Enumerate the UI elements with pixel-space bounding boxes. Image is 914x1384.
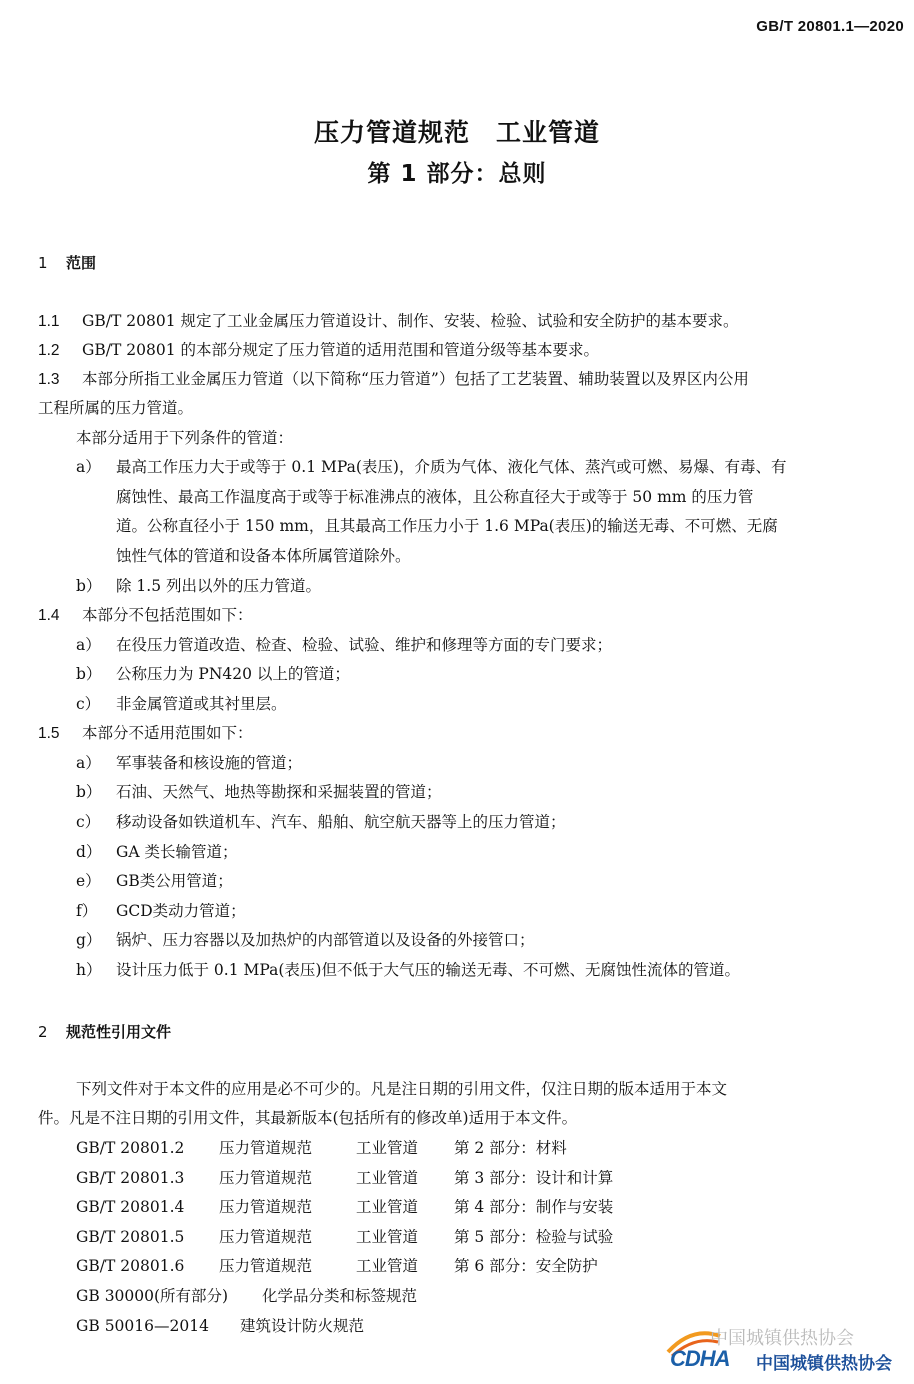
list-item — [76, 635, 612, 655]
clause-number: 1.3 — [38, 371, 60, 388]
document-subtitle: 第 1 部分：总则 — [367, 161, 547, 187]
clause-text: GB/T 20801 的本部分规定了压力管道的适用范围和管道分级等基本要求。 — [82, 341, 599, 359]
reference-code: GB/T 20801.6 — [76, 1257, 185, 1275]
item-text: 最高工作压力大于或等于 0.1 MPa(表压)，介质为气体、液化气体、蒸汽或可燃、易爆、有毒、有 — [116, 458, 787, 476]
item-text: 非金属管道或其衬里层。 — [116, 695, 287, 713]
clause-text: GB/T 20801 规定了工业金属压力管道设计、制作、安装、检验、试验和安全防护的基本要求。 — [82, 312, 739, 330]
item-marker: b） — [76, 577, 102, 595]
section-2-intro-continuation: 件。凡是不注日期的引用文件，其最新版本(包括所有的修改单)适用于本文件。 — [38, 1109, 578, 1127]
clause-1-2 — [38, 340, 599, 361]
item-marker: h） — [76, 961, 102, 979]
item-marker: b） — [76, 783, 102, 801]
watermark-name-gray: 中国城镇供热协会 — [710, 1328, 854, 1349]
item-marker: d） — [76, 843, 102, 861]
reference-name: 压力管道规范 — [219, 1228, 313, 1246]
item-text: GB类公用管道； — [116, 872, 233, 890]
list-item — [76, 871, 233, 891]
list-item — [76, 901, 246, 921]
reference-subtitle: 工业管道 — [356, 1257, 419, 1275]
reference-entry — [76, 1197, 613, 1217]
list-item — [76, 782, 442, 802]
item-marker: a） — [76, 458, 101, 476]
reference-title: 化学品分类和标签规范 — [262, 1287, 418, 1305]
item-text: 军事装备和核设施的管道； — [116, 754, 303, 772]
item-marker: a） — [76, 636, 101, 654]
item-text: GA 类长输管道； — [116, 843, 238, 861]
section-1-heading — [38, 252, 96, 273]
clause-text: 本部分不包括范围如下： — [82, 606, 253, 624]
list-item — [76, 930, 535, 950]
reference-subtitle: 工业管道 — [356, 1228, 419, 1246]
reference-code: GB/T 20801.5 — [76, 1228, 185, 1246]
reference-code: GB/T 20801.2 — [76, 1139, 185, 1157]
reference-entry — [76, 1316, 364, 1336]
clause-1-5 — [38, 723, 253, 744]
item-text: 石油、天然气、地热等勘探和采掘装置的管道； — [116, 783, 442, 801]
list-item — [76, 457, 786, 477]
list-item — [76, 812, 566, 832]
reference-part: 第 2 部分：材料 — [454, 1139, 567, 1157]
item-marker: f） — [76, 902, 98, 920]
reference-code: GB 30000(所有部分) — [76, 1287, 229, 1305]
clause-1-4 — [38, 605, 253, 626]
reference-part: 第 3 部分：设计和计算 — [454, 1169, 614, 1187]
reference-entry — [76, 1138, 567, 1158]
item-text: GCD类动力管道； — [116, 902, 246, 920]
association-watermark — [662, 1322, 902, 1372]
reference-subtitle: 工业管道 — [356, 1198, 419, 1216]
item-marker: c） — [76, 695, 101, 713]
reference-entry — [76, 1168, 613, 1188]
watermark-name-blue: 中国城镇供热协会 — [756, 1354, 892, 1374]
item-marker: g） — [76, 931, 102, 949]
item-marker: c） — [76, 813, 101, 831]
reference-part: 第 5 部分：检验与试验 — [454, 1228, 614, 1246]
reference-part: 第 6 部分：安全防护 — [454, 1257, 598, 1275]
item-text: 锅炉、压力容器以及加热炉的内部管道以及设备的外接管口； — [116, 931, 535, 949]
section-title: 范围 — [66, 254, 97, 272]
list-item — [76, 960, 740, 980]
list-item — [76, 694, 287, 714]
clause-number: 1.2 — [38, 342, 60, 359]
item-text-continuation: 道。公称直径小于 150 mm，且其最高工作压力小于 1.6 MPa(表压)的输送无毒、不可燃、无腐 — [116, 517, 778, 535]
reference-title: 建筑设计防火规范 — [240, 1317, 365, 1335]
logo-text: CDHA — [670, 1346, 730, 1371]
clause-1-1 — [38, 311, 739, 332]
reference-code: GB/T 20801.4 — [76, 1198, 185, 1216]
reference-subtitle: 工业管道 — [356, 1139, 419, 1157]
clause-text-continuation: 工程所属的压力管道。 — [38, 399, 194, 417]
list-item — [76, 842, 238, 862]
list-item — [76, 664, 350, 684]
item-marker: a） — [76, 754, 101, 772]
reference-name: 压力管道规范 — [219, 1169, 313, 1187]
list-item — [76, 753, 302, 773]
section-title: 规范性引用文件 — [66, 1023, 172, 1041]
item-marker: e） — [76, 872, 101, 890]
section-number: 2 — [38, 1023, 48, 1041]
clause-1-3 — [38, 369, 749, 390]
reference-code: GB 50016—2014 — [76, 1317, 209, 1335]
standard-code: GB/T 20801.1—2020 — [756, 18, 904, 35]
reference-name: 压力管道规范 — [219, 1257, 313, 1275]
section-number: 1 — [38, 254, 48, 272]
item-text-continuation: 腐蚀性、最高工作温度高于或等于标准沸点的液体，且公称直径大于或等于 50 mm 的压力管 — [116, 488, 754, 506]
item-text: 公称压力为 PN420 以上的管道； — [116, 665, 350, 683]
clause-text: 本部分不适用范围如下： — [82, 724, 253, 742]
clause-number: 1.1 — [38, 313, 60, 330]
item-marker: b） — [76, 665, 102, 683]
reference-subtitle: 工业管道 — [356, 1169, 419, 1187]
reference-part: 第 4 部分：制作与安装 — [454, 1198, 614, 1216]
document-title: 压力管道规范 工业管道 — [313, 118, 600, 147]
item-text: 移动设备如铁道机车、汽车、船舶、航空航天器等上的压力管道； — [116, 813, 566, 831]
clause-lead-text: 本部分适用于下列条件的管道： — [76, 429, 294, 447]
item-text: 在役压力管道改造、检查、检验、试验、维护和修理等方面的专门要求； — [116, 636, 613, 654]
item-text: 除 1.5 列出以外的压力管道。 — [116, 577, 322, 595]
reference-entry — [76, 1286, 417, 1306]
clause-number: 1.5 — [38, 725, 60, 742]
item-text-continuation: 蚀性气体的管道和设备本体所属管道除外。 — [116, 547, 411, 565]
item-text: 设计压力低于 0.1 MPa(表压)但不低于大气压的输送无毒、不可燃、无腐蚀性流体的管道。 — [116, 961, 740, 979]
reference-code: GB/T 20801.3 — [76, 1169, 185, 1187]
reference-name: 压力管道规范 — [219, 1139, 313, 1157]
section-2-intro: 下列文件对于本文件的应用是必不可少的。凡是注日期的引用文件，仅注日期的版本适用于本文 — [76, 1080, 728, 1098]
clause-number: 1.4 — [38, 607, 60, 624]
section-2-heading — [38, 1021, 171, 1042]
reference-entry — [76, 1227, 613, 1247]
clause-text: 本部分所指工业金属压力管道（以下简称“压力管道”）包括了工艺装置、辅助装置以及界区内公用 — [82, 370, 749, 388]
list-item — [76, 576, 321, 596]
reference-entry — [76, 1256, 598, 1276]
reference-name: 压力管道规范 — [219, 1198, 313, 1216]
